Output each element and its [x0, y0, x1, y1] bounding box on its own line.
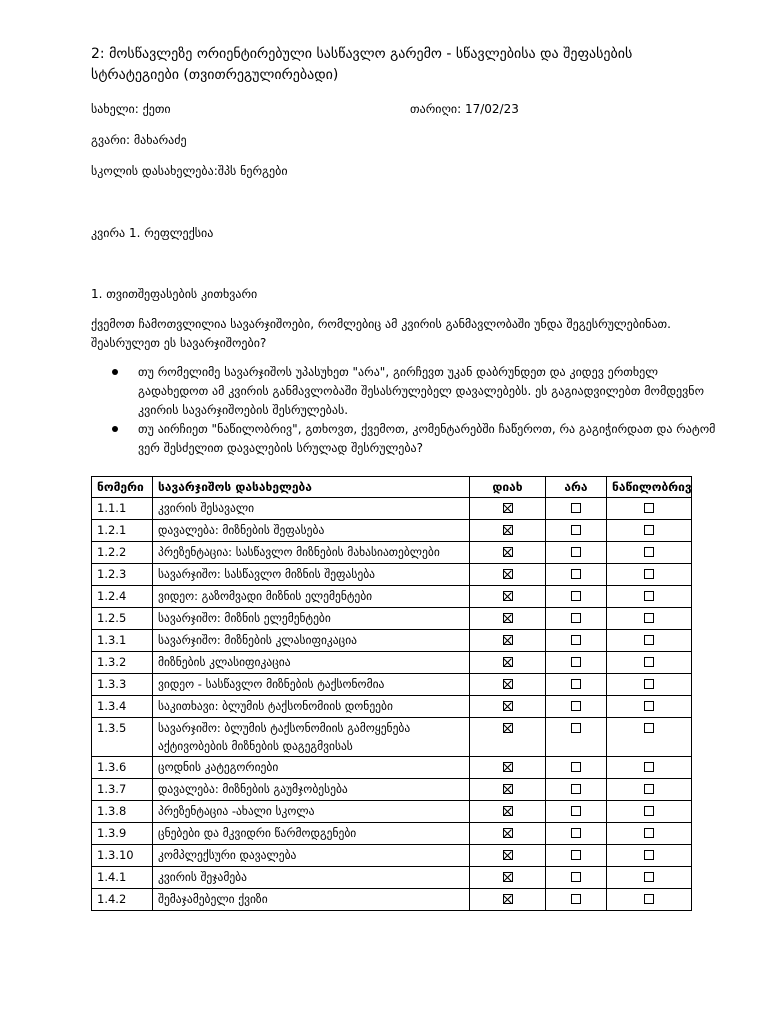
row-exercise-name: სავარჯიშო: ბლუმის ტაქსონომიის გამოყენება აქტივობების მიზნების დაგეგმვისას — [153, 718, 470, 757]
yes-checkbox[interactable] — [503, 613, 513, 623]
row-exercise-name: სავარჯიშო: სასწავლო მიზნის შეფასება — [153, 564, 470, 586]
row-number: 1.3.2 — [92, 652, 153, 674]
yes-checkbox[interactable] — [503, 828, 513, 838]
row-number: 1.3.4 — [92, 696, 153, 718]
yes-checkbox[interactable] — [503, 525, 513, 535]
yes-checkbox[interactable] — [503, 679, 513, 689]
yes-checkbox[interactable] — [503, 872, 513, 882]
no-checkbox[interactable] — [571, 503, 581, 513]
cell-no — [546, 630, 607, 652]
date-field: თარიღი: 17/02/23 — [410, 102, 519, 116]
cell-yes — [470, 564, 546, 586]
no-checkbox[interactable] — [571, 784, 581, 794]
name-field: სახელი: ქეთი — [91, 102, 171, 116]
partial-checkbox[interactable] — [644, 723, 654, 733]
instruction-item — [138, 363, 718, 420]
intro-paragraph: ქვემოთ ჩამოთვლილია სავარჯიშოები, რომლებიც ამ კვირის განმავლობაში უნდა შეგესრულებინათ. შეასრულეთ ეს სავარჯიშოები? — [91, 317, 671, 350]
table-row — [92, 696, 692, 718]
questionnaire-heading: 1. თვითშეფასების კითხვარი — [91, 287, 258, 301]
header-number: ნომერი — [92, 477, 153, 498]
cell-yes — [470, 520, 546, 542]
table-row — [92, 823, 692, 845]
no-checkbox[interactable] — [571, 657, 581, 667]
table-row — [92, 845, 692, 867]
cell-no — [546, 586, 607, 608]
cell-partial — [607, 889, 692, 911]
row-number: 1.3.6 — [92, 757, 153, 779]
no-checkbox[interactable] — [571, 762, 581, 772]
row-exercise-name: ცოდნის კატეგორიები — [153, 757, 470, 779]
yes-checkbox[interactable] — [503, 701, 513, 711]
instruction-text: თუ აირჩიეთ "ნაწილობრივ", გთხოვთ, ქვემოთ, კომენტარებში ჩაწეროთ, რა გაგიჭირდათ და რატომ ვერ შესძელით დავალების სრულად შესრულება? — [138, 422, 716, 455]
cell-yes — [470, 542, 546, 564]
cell-yes — [470, 757, 546, 779]
cell-partial — [607, 801, 692, 823]
cell-no — [546, 718, 607, 757]
yes-checkbox[interactable] — [503, 591, 513, 601]
cell-partial — [607, 542, 692, 564]
table-row — [92, 652, 692, 674]
cell-partial — [607, 696, 692, 718]
no-checkbox[interactable] — [571, 635, 581, 645]
yes-checkbox[interactable] — [503, 503, 513, 513]
cell-yes — [470, 867, 546, 889]
yes-checkbox[interactable] — [503, 894, 513, 904]
cell-partial — [607, 867, 692, 889]
row-exercise-name: პრეზენტაცია -ახალი სკოლა — [153, 801, 470, 823]
partial-checkbox[interactable] — [644, 569, 654, 579]
cell-no — [546, 498, 607, 520]
row-exercise-name: დავალება: მიზნების შეფასება — [153, 520, 470, 542]
no-checkbox[interactable] — [571, 679, 581, 689]
partial-checkbox[interactable] — [644, 635, 654, 645]
table-row — [92, 757, 692, 779]
row-number: 1.4.1 — [92, 867, 153, 889]
table-row — [92, 520, 692, 542]
table-row — [92, 718, 692, 757]
row-number: 1.2.1 — [92, 520, 153, 542]
row-exercise-name: მიზნების კლასიფიკაცია — [153, 652, 470, 674]
row-number: 1.3.1 — [92, 630, 153, 652]
header-exercise-name: სავარჯიშოს დასახელება — [153, 477, 470, 498]
no-checkbox[interactable] — [571, 547, 581, 557]
cell-no — [546, 889, 607, 911]
cell-no — [546, 779, 607, 801]
document-title: 2: მოსწავლეზე ორიენტირებული სასწავლო გარემო - სწავლებისა და შეფასების სტრატეგიები (თვითრეგულირებადი) — [91, 46, 633, 83]
no-checkbox[interactable] — [571, 613, 581, 623]
instruction-list — [91, 363, 718, 458]
partial-checkbox[interactable] — [644, 850, 654, 860]
surname-field: გვარი: მახარაძე — [91, 133, 187, 147]
cell-partial — [607, 652, 692, 674]
row-number: 1.3.10 — [92, 845, 153, 867]
no-checkbox[interactable] — [571, 828, 581, 838]
row-exercise-name: ცნებები და მკვიდრი წარმოდგენები — [153, 823, 470, 845]
partial-checkbox[interactable] — [644, 679, 654, 689]
no-checkbox[interactable] — [571, 894, 581, 904]
row-number: 1.2.2 — [92, 542, 153, 564]
cell-no — [546, 801, 607, 823]
row-number: 1.3.8 — [92, 801, 153, 823]
cell-yes — [470, 823, 546, 845]
cell-no — [546, 520, 607, 542]
instruction-text: თუ რომელიმე სავარჯიშოს უპასუხეთ "არა", გირჩევთ უკან დაბრუნდეთ და კიდევ ერთხელ გადახედოთ ამ კვირის განმავლობაში შესასრულებელ დავალებებს. ეს გაგიადვილებთ მომდევნო კვირის სავარჯიშოების შესრულებას. — [138, 365, 705, 417]
no-checkbox[interactable] — [571, 850, 581, 860]
cell-partial — [607, 564, 692, 586]
table-row — [92, 674, 692, 696]
cell-yes — [470, 845, 546, 867]
row-exercise-name: კვირის შესავალი — [153, 498, 470, 520]
cell-no — [546, 652, 607, 674]
bullet-icon — [112, 369, 118, 375]
partial-checkbox[interactable] — [644, 591, 654, 601]
cell-partial — [607, 630, 692, 652]
row-exercise-name: სავარჯიშო: მიზნების კლასიფიკაცია — [153, 630, 470, 652]
cell-no — [546, 564, 607, 586]
row-number: 1.3.5 — [92, 718, 153, 757]
cell-partial — [607, 520, 692, 542]
row-exercise-name: კომპლექსური დავალება — [153, 845, 470, 867]
table-row — [92, 889, 692, 911]
cell-yes — [470, 498, 546, 520]
row-exercise-name: სავარჯიშო: მიზნის ელემენტები — [153, 608, 470, 630]
partial-checkbox[interactable] — [644, 806, 654, 816]
table-row — [92, 867, 692, 889]
row-exercise-name: ვიდეო: გაზომვადი მიზნის ელემენტები — [153, 586, 470, 608]
row-exercise-name: პრეზენტაცია: სასწავლო მიზნების მახასიათებლები — [153, 542, 470, 564]
header-yes: დიახ — [470, 477, 546, 498]
partial-checkbox[interactable] — [644, 657, 654, 667]
yes-checkbox[interactable] — [503, 569, 513, 579]
yes-checkbox[interactable] — [503, 547, 513, 557]
cell-yes — [470, 696, 546, 718]
row-number: 1.3.9 — [92, 823, 153, 845]
table-row — [92, 779, 692, 801]
cell-partial — [607, 608, 692, 630]
cell-no — [546, 696, 607, 718]
cell-yes — [470, 718, 546, 757]
cell-partial — [607, 718, 692, 757]
yes-checkbox[interactable] — [503, 784, 513, 794]
yes-checkbox[interactable] — [503, 850, 513, 860]
cell-yes — [470, 586, 546, 608]
no-checkbox[interactable] — [571, 806, 581, 816]
partial-checkbox[interactable] — [644, 784, 654, 794]
yes-checkbox[interactable] — [503, 806, 513, 816]
row-number: 1.2.3 — [92, 564, 153, 586]
instruction-item — [138, 420, 718, 458]
table-row — [92, 498, 692, 520]
header-no: არა — [546, 477, 607, 498]
cell-yes — [470, 652, 546, 674]
table-row — [92, 564, 692, 586]
cell-partial — [607, 779, 692, 801]
row-number: 1.2.4 — [92, 586, 153, 608]
yes-checkbox[interactable] — [503, 657, 513, 667]
row-number: 1.3.3 — [92, 674, 153, 696]
self-assessment-table — [91, 476, 692, 911]
row-exercise-name: დავალება: მიზნების გაუმჯობესება — [153, 779, 470, 801]
cell-partial — [607, 757, 692, 779]
partial-checkbox[interactable] — [644, 525, 654, 535]
row-number: 1.3.7 — [92, 779, 153, 801]
row-number: 1.4.2 — [92, 889, 153, 911]
row-exercise-name: საკითხავი: ბლუმის ტაქსონომიის დონეები — [153, 696, 470, 718]
cell-no — [546, 867, 607, 889]
cell-partial — [607, 823, 692, 845]
cell-no — [546, 845, 607, 867]
cell-yes — [470, 630, 546, 652]
row-exercise-name: კვირის შეჯამება — [153, 867, 470, 889]
table-row — [92, 586, 692, 608]
no-checkbox[interactable] — [571, 701, 581, 711]
yes-checkbox[interactable] — [503, 762, 513, 772]
bullet-icon — [112, 426, 118, 432]
cell-partial — [607, 674, 692, 696]
cell-yes — [470, 779, 546, 801]
cell-yes — [470, 608, 546, 630]
cell-partial — [607, 586, 692, 608]
partial-checkbox[interactable] — [644, 762, 654, 772]
no-checkbox[interactable] — [571, 569, 581, 579]
yes-checkbox[interactable] — [503, 723, 513, 733]
partial-checkbox[interactable] — [644, 503, 654, 513]
week-heading: კვირა 1. რეფლექსია — [91, 226, 214, 240]
cell-no — [546, 674, 607, 696]
partial-checkbox[interactable] — [644, 701, 654, 711]
partial-checkbox[interactable] — [644, 828, 654, 838]
row-number: 1.1.1 — [92, 498, 153, 520]
no-checkbox[interactable] — [571, 872, 581, 882]
cell-yes — [470, 801, 546, 823]
cell-partial — [607, 845, 692, 867]
cell-no — [546, 542, 607, 564]
no-checkbox[interactable] — [571, 525, 581, 535]
row-exercise-name: ვიდეო - სასწავლო მიზნების ტაქსონომია — [153, 674, 470, 696]
partial-checkbox[interactable] — [644, 894, 654, 904]
cell-no — [546, 757, 607, 779]
table-row — [92, 542, 692, 564]
header-partial: ნაწილობრივ — [607, 477, 692, 498]
table-row — [92, 608, 692, 630]
table-row — [92, 801, 692, 823]
partial-checkbox[interactable] — [644, 547, 654, 557]
yes-checkbox[interactable] — [503, 635, 513, 645]
table-row — [92, 630, 692, 652]
row-number: 1.2.5 — [92, 608, 153, 630]
table-body — [92, 498, 692, 911]
cell-partial — [607, 498, 692, 520]
row-exercise-name: შემაჯამებელი ქვიზი — [153, 889, 470, 911]
partial-checkbox[interactable] — [644, 613, 654, 623]
cell-no — [546, 823, 607, 845]
cell-no — [546, 608, 607, 630]
table-header-row — [92, 477, 692, 498]
no-checkbox[interactable] — [571, 591, 581, 601]
cell-yes — [470, 889, 546, 911]
cell-yes — [470, 674, 546, 696]
no-checkbox[interactable] — [571, 723, 581, 733]
school-field: სკოლის დასახელება:შპს ნერგები — [91, 164, 288, 178]
partial-checkbox[interactable] — [644, 872, 654, 882]
